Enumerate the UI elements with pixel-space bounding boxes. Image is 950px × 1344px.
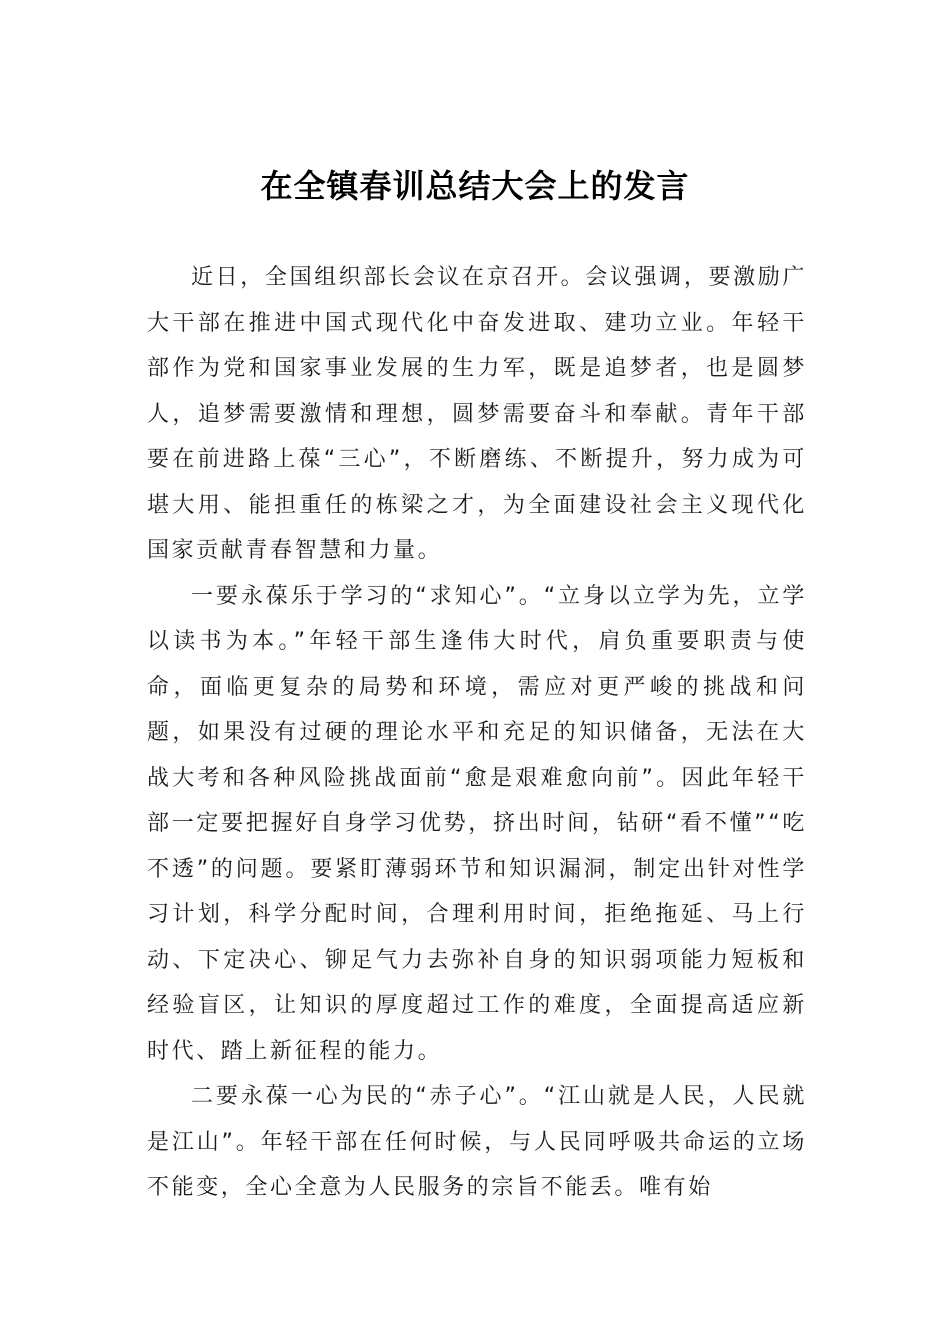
document-title: 在全镇春训总结大会上的发言 [260, 167, 690, 205]
paragraph-intro: 近日，全国组织部长会议在京召开。会议强调，要激励广大干部在推进中国式现代化中奋发进取、建功立业。年轻干部作为党和国家事业发展的生力军，既是追梦者，也是圆梦人，追梦需要激情和理想，圆梦需要奋斗和奉献。青年干部要在前进路上葆“三心”，不断磨练、不断提升，努力成为可堪大用、能担重任的栋梁之才，为全面建设社会主义现代化国家贡献青春智慧和力量。 [147, 265, 807, 563]
paragraph-point-one: 一要永葆乐于学习的“求知心”。“立身以立学为先，立学以读书为本。”年轻干部生逢伟大时代，肩负重要职责与使命，面临更复杂的局势和环境，需应对更严峻的挑战和问题，如果没有过硬的理论水平和充足的知识储备，无法在大战大考和各种风险挑战面前“愈是艰难愈向前”。因此年轻干部一定要把握好自身学习优势，挤出时间，钻研“看不懂”“吃不透”的问题。要紧盯薄弱环节和知识漏洞，制定出针对性学习计划，科学分配时间，合理利用时间，拒绝拖延、马上行动、下定决心、铆足气力去弥补自身的知识弱项能力短板和经验盲区，让知识的厚度超过工作的难度，全面提高适应新时代、踏上新征程的能力。 [147, 583, 807, 1064]
document-body [147, 255, 807, 1211]
paragraph-point-two: 二要永葆一心为民的“赤子心”。“江山就是人民，人民就是江山”。年轻干部在任何时候，与人民同呼吸共命运的立场不能变，全心全意为人民服务的宗旨不能丢。唯有始 [147, 1084, 807, 1200]
